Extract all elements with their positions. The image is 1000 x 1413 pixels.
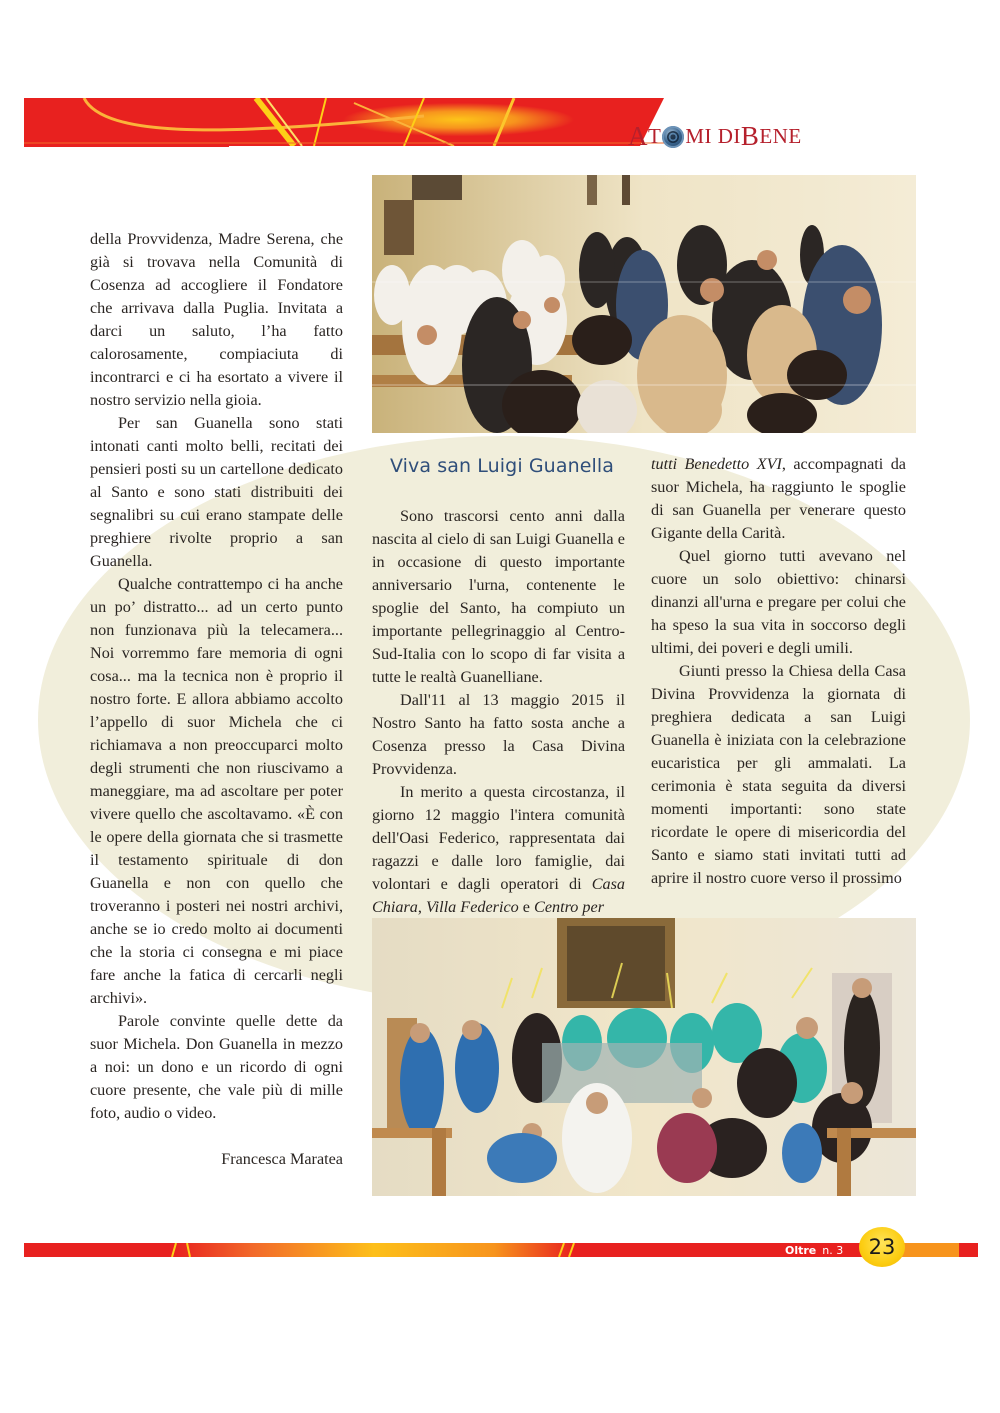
atom-icon	[662, 126, 684, 148]
article-column-middle	[372, 505, 625, 919]
paragraph: Qualche contrattempo ci ha anche un po’ distratto... ad un certo punto non funzionava più la telecamera... Noi vorremmo fare memoria di ogni cosa... ma la tecnica non è proprio il nostro forte. E allora abbiamo accolto l’appello di suor Michela che ci richiamava a non preoccuparci molto degli strumenti che non riuscivamo a maneggiare, ma ad ascoltare per poter vivere quello che ascoltavamo. «È con le opere della giornata che si trasmette il testamento spirituale di don Guanella e non con quello che troveranno i posteri nei nostri archivi, anche se io credo molto ai documenti che la storia ci consegna e mi piace fare anche la fatica di cercarli negli archivi».	[90, 575, 343, 1007]
place-name: tutti Benedetto XVI	[651, 455, 782, 473]
paragraph: Quel giorno tutti avevano nel cuore un solo obiettivo: chinarsi dinanzi all'urna e pregare per colui che ha speso la sua vita in soccorso degli ultimi, dei poveri e degli umili.	[651, 547, 906, 657]
place-name: Casa Chiara	[372, 875, 625, 916]
article-column-left	[90, 228, 343, 1171]
photo-church-crowd	[372, 175, 916, 433]
photo-group-celebration	[372, 918, 916, 1196]
header-underline	[24, 145, 229, 147]
separator: e	[518, 898, 535, 916]
author-signature: Francesca Maratea	[221, 1150, 343, 1168]
issue-number: n. 3	[822, 1244, 844, 1257]
paragraph: Dall'11 al 13 maggio 2015 il Nostro Santo ha fatto sosta anche a Cosenza presso la Casa Divina Provvidenza.	[372, 691, 625, 778]
place-name: Centro per	[534, 898, 605, 916]
paragraph-text: , accompagnati da suor Michela, ha raggiunto le spoglie di san Guanella per venerare questo Gigante della Carità.	[651, 455, 906, 542]
magazine-label	[785, 1244, 843, 1257]
section-title: Viva san Luigi Guanella	[390, 455, 615, 477]
paragraph	[372, 781, 625, 919]
paragraph	[651, 453, 906, 545]
header-banner	[24, 98, 664, 146]
brand-letters: ENE	[759, 123, 802, 148]
paragraph-text: In merito a questa circostanza, il giorno 12 maggio l'intera comunità dell'Oasi Federico, rappresentata dai ragazzi e dalle loro famiglie, dai volontari e dagli operatori di	[372, 783, 625, 893]
paragraph: della Provvidenza, Madre Serena, che già si trovava nella Comunità di Cosenza ad accogliere il Fondatore che arrivava dalla Puglia. Invitata a darci un saluto, l’ha fatto calorosamente, compiaciuta di incontrarci e ci ha esortato a vivere il nostro servizio nella gioia.	[90, 230, 343, 409]
paragraph: Parole convinte quelle dette da suor Michela. Don Guanella in mezzo a noi: un dono e un ricordo di ogni cuore presente, che vale più di mille foto, audio o video.	[90, 1012, 343, 1122]
brand-letters: MI DI	[685, 123, 741, 148]
paragraph: Giunti presso la Chiesa della Casa Divina Provvidenza la giornata di preghiera dedicata a san Luigi Guanella è iniziata con la celebrazione eucaristica per gli ammalati. La cerimonia è stata seguita da diversi momenti importanti: sono state ricordate le opere di misericordia del Santo e siamo stati invitati tutti ad aprire il nostro cuore verso il prossimo	[651, 662, 906, 887]
separator: ,	[417, 898, 426, 916]
brand-logo	[628, 116, 802, 156]
brand-letter: T	[648, 123, 662, 148]
place-name: Villa Federico	[425, 898, 519, 916]
article-column-right	[651, 453, 906, 890]
paragraph: Per san Guanella sono stati intonati canti molto belli, recitati dei pensieri posti su un cartellone dedicato al Santo e sono stati distribuiti dei segnalibri su cui erano stampate delle preghiere rivolte proprio a san Guanella.	[90, 414, 343, 570]
page-number: 23	[859, 1227, 905, 1267]
brand-letter: B	[740, 120, 760, 151]
paragraph: Sono trascorsi cento anni dalla nascita al cielo di san Luigi Guanella e in occasione di questo importante anniversario l'urna, contenente le spoglie del Santo, ha compiuto un importante pellegrinaggio al Centro-Sud-Italia con lo scopo di far visita a tutte le realtà Guanelliane.	[372, 507, 625, 686]
brand-letter: A	[628, 120, 648, 151]
magazine-name: Oltre	[785, 1244, 817, 1257]
